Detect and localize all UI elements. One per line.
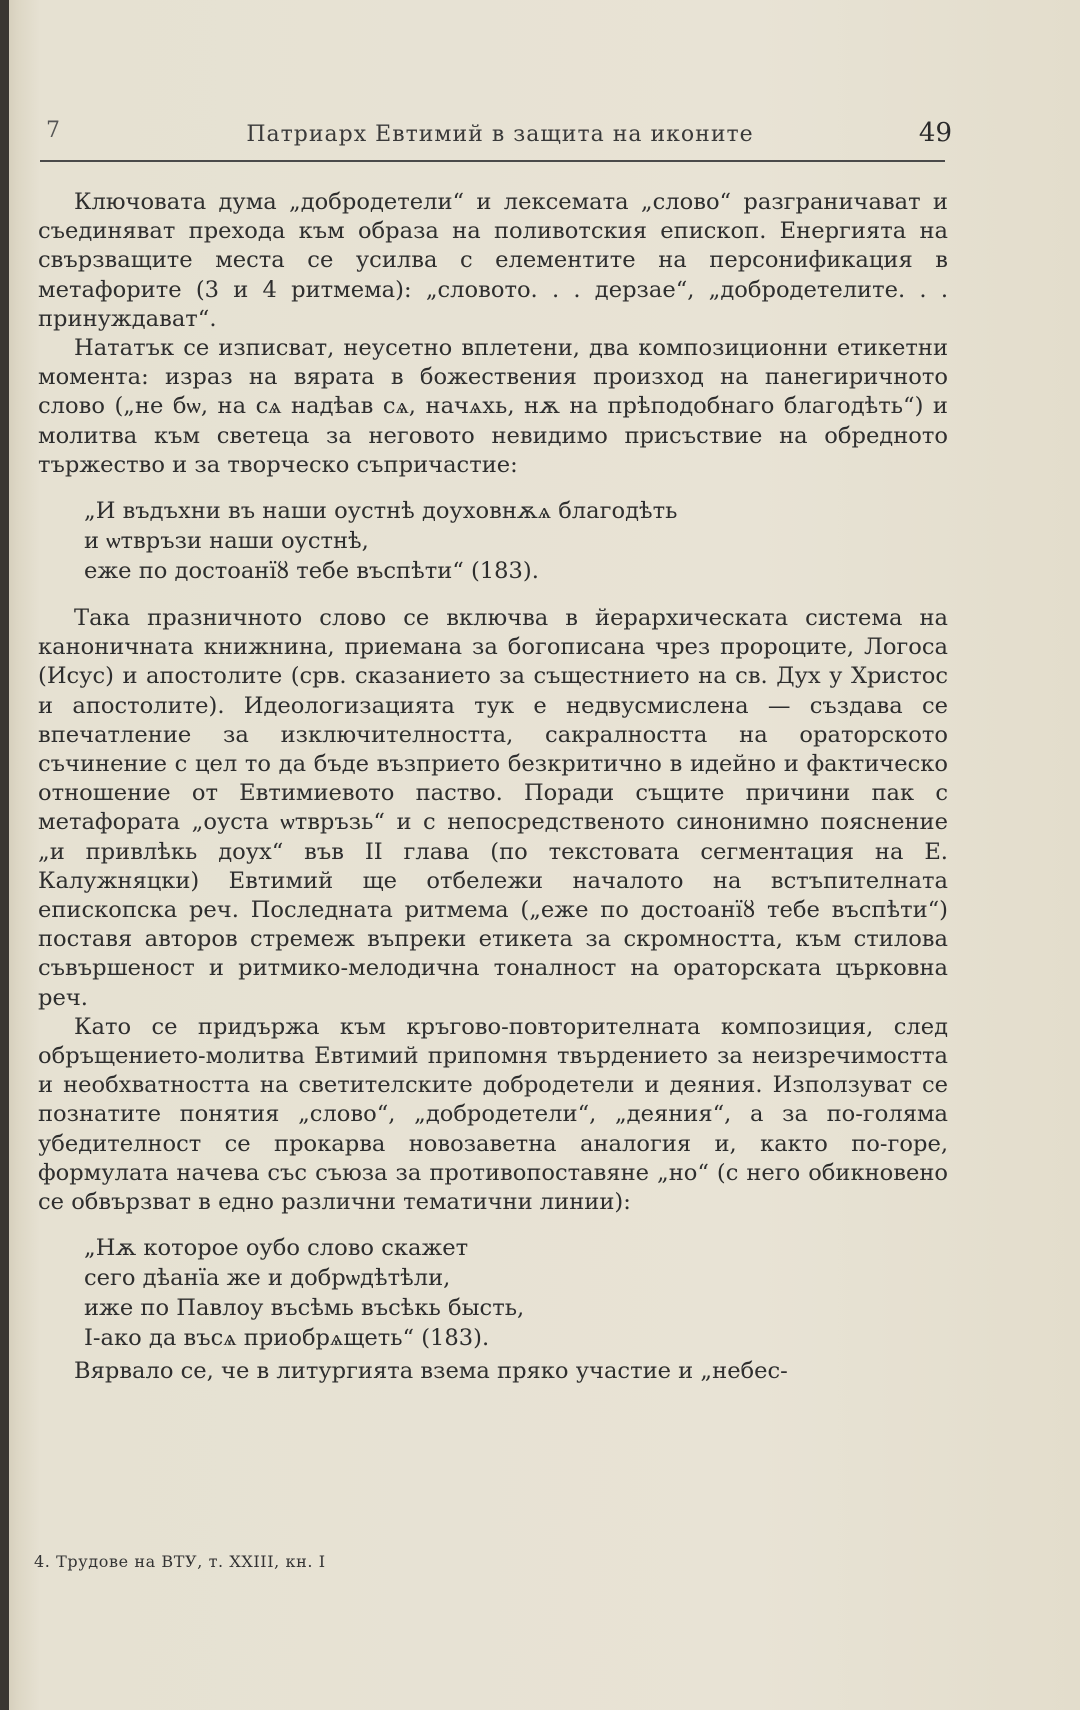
- paragraph-2: Нататък се изписват, неусетно вплетени, два композиционни етикетни момента: израз на вярата в божествения произход на панегиричното слово („не бѡ, на сѧ надѣав сѧ, начѧхь, нѫ на прѣподобнаго благодѣть“) и молитва към светеца за неговото невидимо присъствие на обредното тържество и за творческо съпричастие:: [38, 335, 948, 478]
- margin-mark: 7: [46, 118, 60, 143]
- quote-line: „Нѫ которое оубо слово скажет: [84, 1235, 469, 1262]
- quote-block-1: [84, 496, 948, 586]
- quote-line: „И въдъхни въ наши оустнѣ доуховнѫѧ благодѣть: [84, 498, 678, 525]
- quote-line: сего дѣанїа же и добрѡдѣтѣли,: [84, 1265, 451, 1292]
- quote-line: иже по Павлоу въсѣмь въсѣкь бысть,: [84, 1295, 525, 1322]
- footer-signature: 4. Трудове на ВТУ, т. XXIII, кн. I: [34, 1552, 326, 1571]
- body-text: [38, 188, 948, 1387]
- running-head: [40, 118, 960, 154]
- quote-line: еже по достоанїȣ тебе въспѣти“ (183).: [84, 558, 539, 585]
- quote-line: І-ако да въсѧ приобрѧщеть“ (183).: [84, 1325, 490, 1352]
- book-spine-edge: [0, 0, 9, 1710]
- paragraph-3: Така празничното слово се включва в йерархическата система на каноничната книжнина, приемана за богописана чрез пророците, Логоса (Исус) и апостолите (срв. сказанието за същестнието на св. Дух у Христос и апостолите). Идеологизацията тук е недвусмислена — създава се впечатление за изключителността, сакралността на ораторското съчинение с цел то да бъде възприето безкритично в идейно и фактическо отношение от Евтимиевото паство. Поради същите причини пак с метафората „оуста ѡтвръзь“ и с непосредственото синонимно пояснение „и привлѣкь доух“ във II глава (по текстовата сегментация на Е. Калужняцки) Евтимий ще отбележи началото на встъпителната епископска реч. Последната ритмема („еже по достоанїȣ тебе въспѣти“) поставя авторов стремеж въпреки етикета за скромността, към стилова съвършеност и ритмико-мелодична тоналност на ораторската църковна реч.: [38, 605, 948, 1011]
- quote-line: и ѡтвръзи наши оустнѣ,: [84, 528, 369, 555]
- paragraph-4: Като се придържа към кръгово-повторителната композиция, след обръщението-молитва Евтимий припомня твърдението за неизречимостта и необхватността на светителските добродетели и деяния. Използуват се познатите понятия „слово“, „добродетели“, „деяния“, а за по-голяма убедителност се прокарва новозаветна аналогия и, както по-горе, формулата начева със съюза за противопоставяне „но“ (с него обикновено се обвързват в едно различни тематични линии):: [38, 1013, 948, 1216]
- page-number: 49: [918, 118, 952, 148]
- running-title: Патриарх Евтимий в защита на иконите: [246, 122, 754, 147]
- paragraph-5: Вярвало се, че в литургията взема пряко участие и „небес-: [74, 1358, 788, 1385]
- header-rule: [40, 160, 945, 162]
- paragraph-1: Ключовата дума „добродетели“ и лексемата „слово“ разграничават и съединяват прехода към образа на поливотския епископ. Енергията на свързващите места се усилва с елементите на персонификация в метафорите (3 и 4 ритмема): „словото. . . дерзае“, „добродетелите. . . принуждават“.: [38, 189, 948, 332]
- quote-block-2: [84, 1233, 948, 1353]
